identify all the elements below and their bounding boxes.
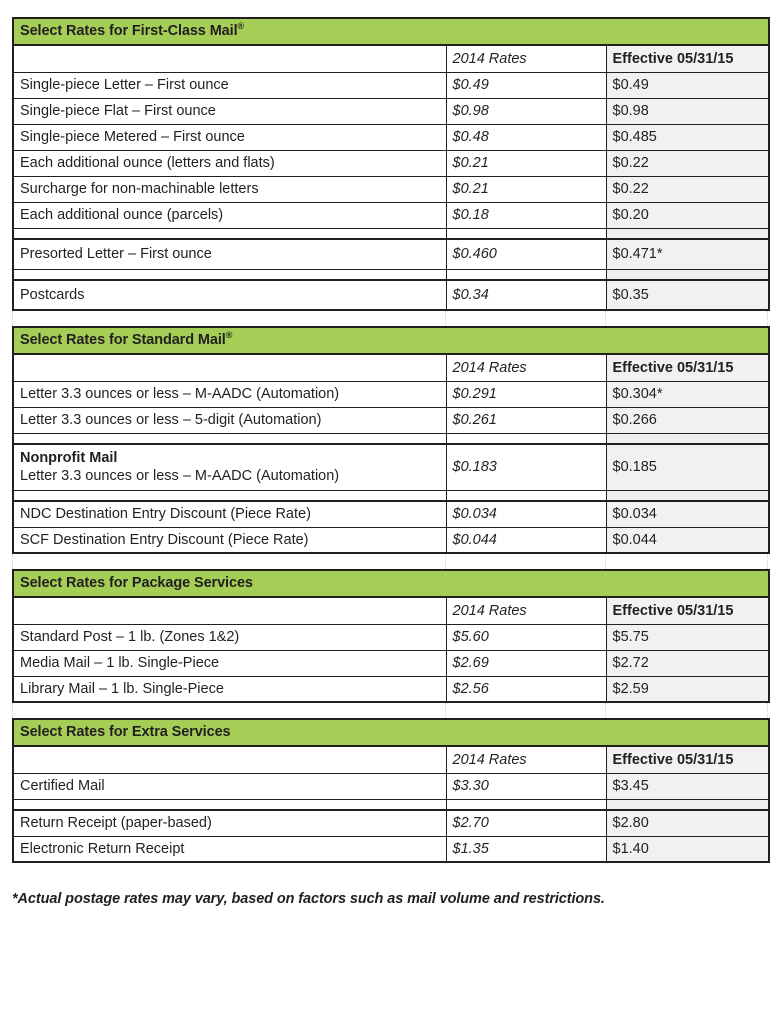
rate-row (13, 527, 769, 553)
column-header-new-rates: Effective 05/31/15 (606, 746, 769, 773)
spacer-cell (13, 433, 446, 444)
column-header-old-rates: 2014 Rates (446, 45, 606, 72)
column-guide-line (767, 703, 769, 718)
column-header-row (13, 45, 769, 72)
rate-old-value: $0.21 (446, 176, 606, 202)
column-guide-line (445, 311, 447, 326)
rate-label-cell: Media Mail – 1 lb. Single-Piece (13, 650, 446, 676)
rate-label-primary: Nonprofit Mail (20, 449, 118, 466)
rate-label-cell: Single-piece Letter – First ounce (13, 72, 446, 98)
rate-new-value: $0.22 (606, 150, 769, 176)
table-gap (12, 554, 768, 569)
spacer-cell (13, 228, 446, 239)
rate-new-value: $2.72 (606, 650, 769, 676)
section-header-row (13, 570, 769, 597)
rate-row (13, 810, 769, 836)
rate-new-value: $3.45 (606, 773, 769, 799)
rate-row (13, 176, 769, 202)
rate-row (13, 676, 769, 702)
rate-label-cell: Surcharge for non-machinable letters (13, 176, 446, 202)
column-header-description (13, 354, 446, 381)
spacer-cell (446, 269, 606, 280)
rate-old-value: $0.48 (446, 124, 606, 150)
rate-label-cell: Single-piece Flat – First ounce (13, 98, 446, 124)
rate-row (13, 202, 769, 228)
rate-row (13, 280, 769, 310)
rate-label-cell: Library Mail – 1 lb. Single-Piece (13, 676, 446, 702)
column-header-row (13, 597, 769, 624)
rate-old-value: $2.69 (446, 650, 606, 676)
rate-old-value: $0.49 (446, 72, 606, 98)
rate-new-value: $0.034 (606, 501, 769, 527)
column-header-old-rates: 2014 Rates (446, 746, 606, 773)
section-header-row (13, 719, 769, 746)
rate-sheet-page (12, 17, 768, 907)
spacer-cell (446, 490, 606, 501)
rate-table (12, 718, 770, 863)
rate-old-value: $2.56 (446, 676, 606, 702)
rate-old-value: $0.183 (446, 444, 606, 490)
column-header-new-rates: Effective 05/31/15 (606, 597, 769, 624)
rate-old-value: $0.18 (446, 202, 606, 228)
rate-label-cell: Standard Post – 1 lb. (Zones 1&2) (13, 624, 446, 650)
column-guide-line (12, 703, 14, 718)
rate-new-value: $0.49 (606, 72, 769, 98)
rate-new-value: $1.40 (606, 836, 769, 862)
spacer-row (13, 799, 769, 810)
rate-row (13, 124, 769, 150)
column-header-description (13, 45, 446, 72)
rate-new-value: $5.75 (606, 624, 769, 650)
column-guide-line (605, 703, 607, 718)
spacer-cell (446, 433, 606, 444)
column-header-row (13, 354, 769, 381)
rate-new-value: $0.266 (606, 407, 769, 433)
rate-row (13, 650, 769, 676)
column-guide-line (605, 311, 607, 326)
column-guide-line (12, 311, 14, 326)
column-guide-line (445, 554, 447, 569)
rate-new-value: $0.98 (606, 98, 769, 124)
rate-row (13, 239, 769, 269)
rate-old-value: $0.044 (446, 527, 606, 553)
rate-row (13, 444, 769, 490)
section-title: Select Rates for Standard Mail® (13, 327, 769, 354)
column-header-description (13, 746, 446, 773)
registered-mark: ® (237, 21, 245, 32)
rate-old-value: $0.261 (446, 407, 606, 433)
rate-old-value: $1.35 (446, 836, 606, 862)
rate-label-cell: Single-piece Metered – First ounce (13, 124, 446, 150)
rate-old-value: $0.034 (446, 501, 606, 527)
spacer-cell (606, 490, 769, 501)
rate-label-cell: Postcards (13, 280, 446, 310)
rate-new-value: $0.485 (606, 124, 769, 150)
spacer-cell (606, 269, 769, 280)
rate-table (12, 17, 770, 311)
rate-row (13, 98, 769, 124)
column-header-new-rates: Effective 05/31/15 (606, 45, 769, 72)
rate-row (13, 624, 769, 650)
rate-label-cell: Certified Mail (13, 773, 446, 799)
rate-table (12, 569, 770, 703)
rate-new-value: $2.59 (606, 676, 769, 702)
rate-old-value: $0.291 (446, 381, 606, 407)
column-header-row (13, 746, 769, 773)
column-guide-line (445, 703, 447, 718)
spacer-cell (606, 228, 769, 239)
rate-row (13, 407, 769, 433)
table-gap (12, 703, 768, 718)
rate-row (13, 836, 769, 862)
rate-row (13, 773, 769, 799)
rate-label-cell: Electronic Return Receipt (13, 836, 446, 862)
spacer-cell (13, 799, 446, 810)
spacer-row (13, 228, 769, 239)
rate-label-cell: Letter 3.3 ounces or less – M-AADC (Automation) (13, 381, 446, 407)
section-title: Select Rates for Package Services (13, 570, 769, 597)
rate-label-cell (13, 444, 446, 490)
rate-old-value: $0.21 (446, 150, 606, 176)
rate-label-cell: SCF Destination Entry Discount (Piece Rate) (13, 527, 446, 553)
spacer-cell (446, 799, 606, 810)
rate-old-value: $0.34 (446, 280, 606, 310)
rate-row (13, 72, 769, 98)
spacer-cell (13, 490, 446, 501)
footnote-text: *Actual postage rates may vary, based on factors such as mail volume and restrictions. (12, 891, 605, 907)
rate-new-value: $0.20 (606, 202, 769, 228)
rate-old-value: $5.60 (446, 624, 606, 650)
rate-new-value: $0.304* (606, 381, 769, 407)
rate-table (12, 326, 770, 554)
rate-old-value: $0.98 (446, 98, 606, 124)
column-header-description (13, 597, 446, 624)
spacer-cell (606, 433, 769, 444)
rate-old-value: $2.70 (446, 810, 606, 836)
rate-old-value: $3.30 (446, 773, 606, 799)
rate-label-cell: Presorted Letter – First ounce (13, 239, 446, 269)
rate-label-cell: Letter 3.3 ounces or less – 5-digit (Automation) (13, 407, 446, 433)
section-header-row (13, 18, 769, 45)
column-header-new-rates: Effective 05/31/15 (606, 354, 769, 381)
rate-label-secondary: Letter 3.3 ounces or less – M-AADC (Automation) (20, 468, 340, 485)
spacer-cell (606, 799, 769, 810)
spacer-row (13, 433, 769, 444)
column-guide-line (767, 554, 769, 569)
column-header-old-rates: 2014 Rates (446, 354, 606, 381)
rate-new-value: $2.80 (606, 810, 769, 836)
rate-new-value: $0.35 (606, 280, 769, 310)
registered-mark: ® (225, 330, 233, 341)
table-gap (12, 311, 768, 326)
spacer-cell (13, 269, 446, 280)
spacer-row (13, 269, 769, 280)
rate-new-value: $0.471* (606, 239, 769, 269)
rate-new-value: $0.185 (606, 444, 769, 490)
rate-label-cell: Each additional ounce (parcels) (13, 202, 446, 228)
spacer-row (13, 490, 769, 501)
column-guide-line (767, 311, 769, 326)
rate-label-cell: NDC Destination Entry Discount (Piece Rate) (13, 501, 446, 527)
section-title: Select Rates for First-Class Mail® (13, 18, 769, 45)
rate-new-value: $0.044 (606, 527, 769, 553)
rate-label-cell: Return Receipt (paper-based) (13, 810, 446, 836)
column-guide-line (12, 554, 14, 569)
section-title: Select Rates for Extra Services (13, 719, 769, 746)
section-header-row (13, 327, 769, 354)
rate-new-value: $0.22 (606, 176, 769, 202)
spacer-cell (446, 228, 606, 239)
rate-row (13, 501, 769, 527)
rate-row (13, 150, 769, 176)
rate-label-cell: Each additional ounce (letters and flats) (13, 150, 446, 176)
column-header-old-rates: 2014 Rates (446, 597, 606, 624)
column-guide-line (605, 554, 607, 569)
rate-tables-container (12, 17, 768, 863)
rate-row (13, 381, 769, 407)
rate-old-value: $0.460 (446, 239, 606, 269)
